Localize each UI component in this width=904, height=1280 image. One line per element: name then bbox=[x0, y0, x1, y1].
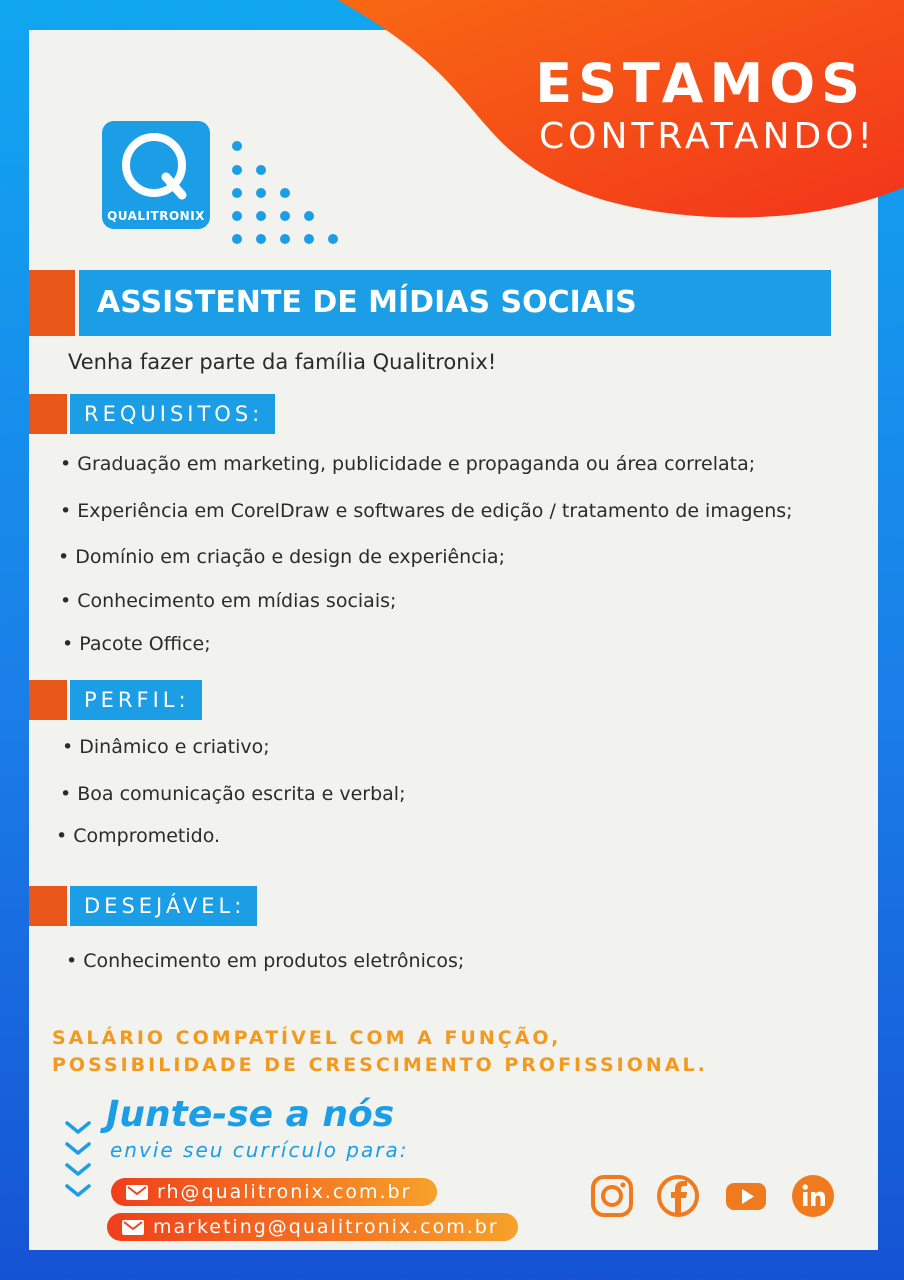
company-logo bbox=[102, 121, 210, 229]
banner-line1: ESTAMOS bbox=[535, 52, 866, 115]
title-accent bbox=[29, 270, 75, 336]
section-label: REQUISITOS: bbox=[70, 394, 275, 434]
job-title-bar bbox=[29, 270, 831, 336]
q-logo-icon bbox=[116, 127, 196, 207]
section-header-desejavel bbox=[29, 886, 257, 926]
cta-title: Junte-se a nós bbox=[106, 1094, 395, 1135]
list-item: • Graduação em marketing, publicidade e propaganda ou área correlata; bbox=[60, 453, 756, 475]
section-label: PERFIL: bbox=[70, 680, 202, 720]
section-accent bbox=[29, 680, 67, 720]
email-text: rh@qualitronix.com.br bbox=[157, 1181, 412, 1203]
list-item: • Comprometido. bbox=[56, 825, 221, 847]
section-label: DESEJÁVEL: bbox=[70, 886, 257, 926]
cta-subtitle: envie seu currículo para: bbox=[110, 1138, 409, 1162]
list-item: • Experiência em CorelDraw e softwares de edição / tratamento de imagens; bbox=[60, 500, 793, 522]
section-accent bbox=[29, 886, 67, 926]
email-text: marketing@qualitronix.com.br bbox=[153, 1216, 499, 1238]
list-item: • Dinâmico e criativo; bbox=[62, 736, 270, 758]
list-item: • Boa comunicação escrita e verbal; bbox=[60, 783, 406, 805]
benefit-line1: SALÁRIO COMPATÍVEL COM A FUNÇÃO, bbox=[52, 1027, 562, 1049]
mail-icon bbox=[121, 1219, 145, 1236]
section-header-requisitos bbox=[29, 394, 275, 434]
list-item: • Conhecimento em produtos eletrônicos; bbox=[66, 950, 465, 972]
chevrons-down-icon bbox=[64, 1120, 92, 1202]
job-title: ASSISTENTE DE MÍDIAS SOCIAIS bbox=[79, 270, 831, 336]
linkedin-icon[interactable] bbox=[791, 1174, 835, 1218]
banner-line2: CONTRATANDO! bbox=[538, 116, 876, 157]
list-item: • Domínio em criação e design de experiência; bbox=[58, 546, 505, 568]
youtube-icon[interactable] bbox=[724, 1174, 768, 1218]
mail-icon bbox=[125, 1184, 149, 1201]
list-item: • Conhecimento em mídias sociais; bbox=[60, 590, 397, 612]
section-header-perfil bbox=[29, 680, 202, 720]
intro-text: Venha fazer parte da família Qualitronix! bbox=[68, 350, 497, 374]
facebook-icon[interactable] bbox=[656, 1174, 700, 1218]
banner-shape bbox=[280, 0, 904, 230]
list-item: • Pacote Office; bbox=[62, 633, 211, 655]
email-link-rh[interactable] bbox=[111, 1178, 437, 1206]
section-accent bbox=[29, 394, 67, 434]
email-link-marketing[interactable] bbox=[107, 1213, 518, 1241]
dots-decoration bbox=[226, 136, 346, 248]
instagram-icon[interactable] bbox=[590, 1174, 634, 1218]
benefit-line2: POSSIBILIDADE DE CRESCIMENTO PROFISSIONAL. bbox=[52, 1054, 708, 1076]
logo-name: QUALITRONIX bbox=[107, 209, 205, 223]
